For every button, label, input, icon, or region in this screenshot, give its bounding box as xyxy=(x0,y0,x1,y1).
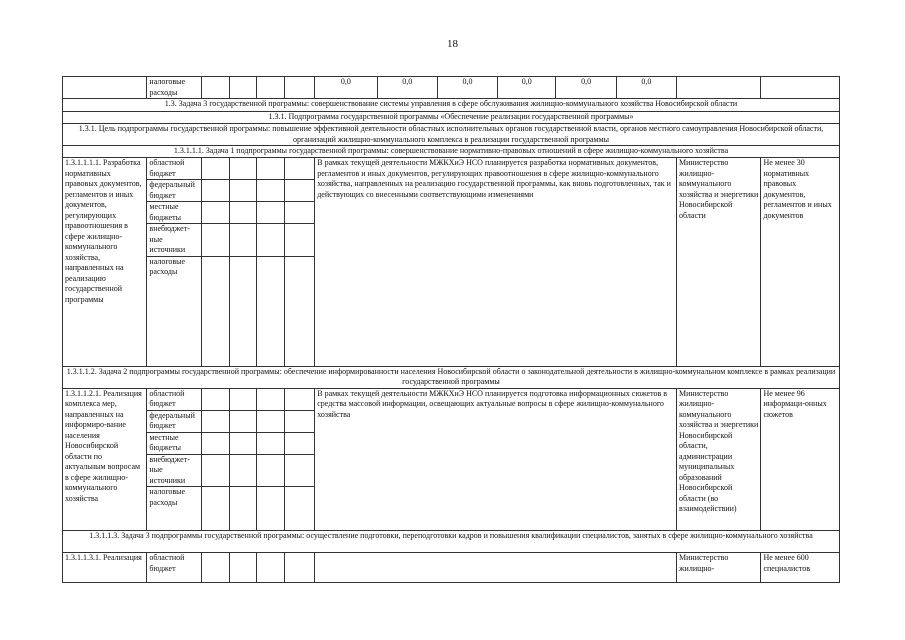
section-heading-row xyxy=(63,146,840,158)
table-cell xyxy=(256,256,284,366)
section-heading-row xyxy=(63,531,840,553)
table-cell xyxy=(201,487,229,531)
table-cell xyxy=(285,487,315,531)
table-cell xyxy=(201,454,229,487)
heading-subprogram: 1.3.1. Подпрограмма государственной программы «Обеспечение реализации государственной программы» xyxy=(63,112,840,124)
table-cell xyxy=(229,432,256,454)
value-cell: 0,0 xyxy=(315,77,377,99)
table-cell xyxy=(229,256,256,366)
table-cell xyxy=(285,410,315,432)
table-row xyxy=(63,158,840,180)
source-cell: областной бюджет xyxy=(147,388,201,410)
table-cell xyxy=(256,224,284,257)
table-cell xyxy=(285,202,315,224)
table-cell xyxy=(201,202,229,224)
measure-name: 1.3.1.1.1.1. Разработка нормативных правовых документов, регламентов и иных документов, регулирующих правоотношения в сфере жилищно-коммунального хозяйства, направленных на реализацию государственной программы xyxy=(63,158,147,367)
table-cell xyxy=(201,256,229,366)
table-row xyxy=(63,388,840,410)
table-cell xyxy=(229,410,256,432)
table-cell xyxy=(285,224,315,257)
measure-description: В рамках текущей деятельности МЖКХиЭ НСО планируется подготовка информационных сюжетов в средства массовой информации, освещающих актуальные вопросы в сфере жилищно-коммунального хозяйства xyxy=(315,388,677,531)
measure-description: В рамках текущей деятельности МЖКХиЭ НСО планируется разработка нормативных документов, регламентов и иных документов, регулирующих правоотношения в сфере жилищно-коммунального хозяйства, направленных на реализацию государственной программы, как вновь подготовленных, так и действующих со внесенными соответствующими изменениями xyxy=(315,158,677,367)
section-heading-row xyxy=(63,112,840,124)
heading-subtask3: 1.3.1.1.3. Задача 3 подпрограммы государственной программы: осуществление подготовки, переподготовки кадров и повышения квалификации специалистов, занятых в сфере жилищно-коммунального хозяйства xyxy=(63,531,840,553)
table-cell xyxy=(229,158,256,180)
source-cell: налоговые расходы xyxy=(147,256,201,366)
table-cell xyxy=(256,454,284,487)
table-cell xyxy=(201,410,229,432)
executor-cell: Министерство жилищно-коммунального хозяйства и энергетики Новосибирской области xyxy=(677,158,761,367)
table-cell xyxy=(229,487,256,531)
table-row xyxy=(63,77,840,99)
table-cell xyxy=(256,158,284,180)
source-cell: федеральный бюджет xyxy=(147,410,201,432)
table-cell xyxy=(285,454,315,487)
executor-cell: Министерство жилищно-коммунального хозяйства и энергетики Новосибирской области, администрации муниципальных образований Новосибирской области (во взаимодействии) xyxy=(677,388,761,531)
table-cell xyxy=(256,388,284,410)
program-table xyxy=(62,76,840,583)
table-cell xyxy=(201,158,229,180)
table-cell xyxy=(229,454,256,487)
value-cell: 0,0 xyxy=(377,77,437,99)
table-cell xyxy=(229,388,256,410)
section-heading-row xyxy=(63,99,840,112)
source-cell: областной бюджет xyxy=(147,158,201,180)
source-cell: местные бюджеты xyxy=(147,432,201,454)
table-cell xyxy=(63,77,147,99)
table-cell xyxy=(285,432,315,454)
table-cell xyxy=(285,553,315,583)
section-heading-row xyxy=(63,124,840,146)
table-cell xyxy=(201,553,229,583)
table-cell xyxy=(201,180,229,202)
table-cell xyxy=(285,158,315,180)
source-cell: областной бюджет xyxy=(147,553,201,583)
table-cell xyxy=(256,202,284,224)
executor-cell: Министерство жилищно- xyxy=(677,553,761,583)
table-cell xyxy=(229,202,256,224)
table-cell xyxy=(256,410,284,432)
heading-subtask1: 1.3.1.1.1. Задача 1 подпрограммы государственной программы: совершенствование нормативно-правовых отношений в сфере жилищно-коммунального хозяйства xyxy=(63,146,840,158)
table-cell xyxy=(285,388,315,410)
table-cell xyxy=(201,432,229,454)
measure-name: 1.3.1.1.3.1. Реализация xyxy=(63,553,147,583)
source-cell: местные бюджеты xyxy=(147,202,201,224)
table-cell xyxy=(201,224,229,257)
source-cell: внебюджет-ные источники xyxy=(147,454,201,487)
source-cell: федеральный бюджет xyxy=(147,180,201,202)
result-cell: Не менее 600 специалистов xyxy=(761,553,840,583)
heading-task3: 1.3. Задача 3 государственной программы: совершенствование системы управления в сфере обслуживания жилищно-коммунального хозяйства Новосибирской области xyxy=(63,99,840,112)
table-cell xyxy=(256,432,284,454)
value-cell: 0,0 xyxy=(498,77,556,99)
table-cell xyxy=(229,180,256,202)
table-cell xyxy=(256,180,284,202)
source-cell: налоговые расходы xyxy=(147,487,201,531)
result-cell: Не менее 30 нормативных правовых документов, регламентов и иных документов xyxy=(761,158,840,367)
result-cell: Не менее 96 информаци-онных сюжетов xyxy=(761,388,840,531)
heading-subtask2: 1.3.1.1.2. Задача 2 подпрограммы государственной программы: обеспечение информированности населения Новосибирской области о законодательной деятельности в жилищно-коммунальном комплексе в рамках реализации государственной программы xyxy=(63,366,840,388)
table-cell xyxy=(256,553,284,583)
heading-goal: 1.3.1. Цель подпрограммы государственной программы: повышение эффективной деятельности областных исполнительных органов государственной власти, органов местного самоуправления Новосибирской области, организаций жилищно-коммунального комплекса в реализации государственной программы xyxy=(63,124,840,146)
table-row xyxy=(63,553,840,583)
table-cell xyxy=(256,487,284,531)
value-cell: 0,0 xyxy=(616,77,676,99)
table-cell xyxy=(229,224,256,257)
table-cell xyxy=(229,553,256,583)
table-cell xyxy=(201,388,229,410)
measure-name: 1.3.1.1.2.1. Реализация комплекса мер, направленных на информиро-вание населения Новосибирской области по актуальным вопросам в сфере жилищно-коммунального хозяйства xyxy=(63,388,147,531)
source-cell: внебюджет-ные источники xyxy=(147,224,201,257)
section-heading-row xyxy=(63,366,840,388)
table-cell xyxy=(285,256,315,366)
source-cell: налоговые расходы xyxy=(147,77,201,99)
value-cell: 0,0 xyxy=(556,77,616,99)
value-cell: 0,0 xyxy=(437,77,497,99)
table-cell xyxy=(285,180,315,202)
page-number: 18 xyxy=(447,38,458,50)
